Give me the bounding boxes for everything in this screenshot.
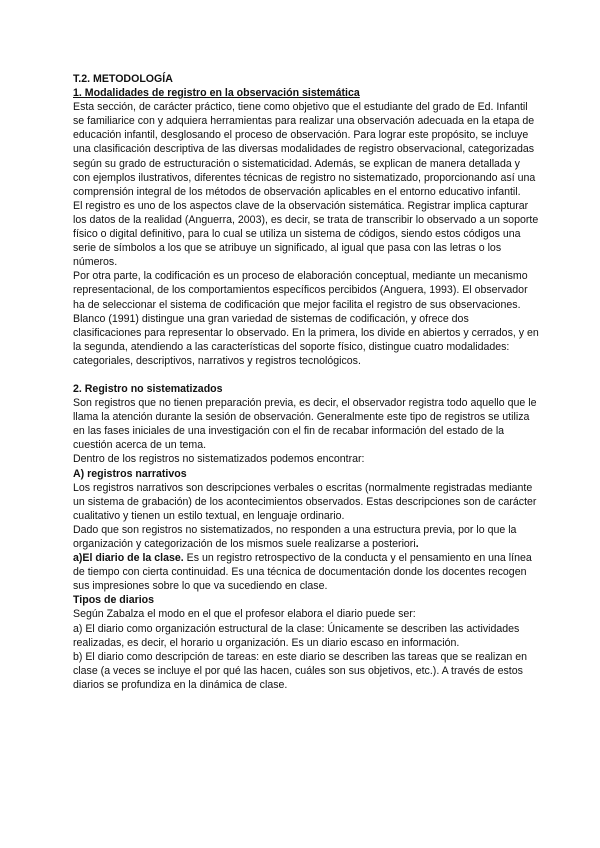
- section-2-paragraph-2: Dentro de los registros no sistematizados podemos encontrar:: [73, 453, 365, 466]
- subsection-a-heading: A) registros narrativos: [73, 467, 187, 480]
- tipos-heading: Tipos de diarios: [73, 594, 155, 607]
- section-2-heading: 2. Registro no sistematizados: [73, 382, 223, 395]
- section-1-paragraph-3: Por otra parte, la codificación es un proceso de elaboración conceptual, mediante un mecanismo representacional, de los comportamientos específicos percibidos (Anguera, 1993). El observador ha de seleccionar el sistema de codificación que mejor facilita el registro de sus observaciones.: [73, 270, 528, 311]
- subsection-a-paragraph-2-end: .: [415, 538, 419, 550]
- subsection-a-paragraph-1: Los registros narrativos son descripciones verbales o escritas (normalmente registradas mediante un sistema de grabación) de los acontecimientos observados. Estas descripciones son de carácter cualitativo y tienen un estilo textual, en lenguaje ordinario.: [73, 481, 537, 522]
- section-1-paragraph-1: Esta sección, de carácter práctico, tiene como objetivo que el estudiante del grado de Ed. Infantil se familiarice con y adquiera herramientas para realizar una observación adecuada en la etapa de educación infantil, desglosando el proceso de observación. Para lograr este propósito, se incluye una clasificación descriptiva de las diversas modalidades de registro observacional, categorizadas según su grado de estructuración o sistematicidad. Además, se explican de manera detallada y con ejemplos ilustrativos, diferentes técnicas de registro no sistematizado, proporcionando así una comprensión integral de los métodos de observación aplicables en el entorno educativo infantil.: [73, 101, 536, 198]
- diario-paragraph: [73, 551, 539, 593]
- document-title: T.2. METODOLOGÍA: [73, 73, 173, 85]
- tipos-item-a: a) El diario como organización estructural de la clase: Únicamente se describen las actividades realizadas, es decir, el horario u organización. Es un diario escaso en información.: [73, 622, 520, 649]
- section-1-paragraph-4: Blanco (1991) distingue una gran variedad de sistemas de codificación, y ofrece dos clasificaciones para representar lo observado. En la primera, los divide en abiertos y cerrados, y en la segunda, atendiendo a las características del soporte físico, distingue cuatro modalidades: categoriales, descriptivos, narrativos y registros tecnológicos.: [73, 312, 539, 367]
- tipos-intro: Según Zabalza el modo en el que el profesor elabora el diario puede ser:: [73, 608, 416, 621]
- subsection-a-paragraph-2: [73, 523, 539, 551]
- document-body: [73, 72, 539, 692]
- tipos-item-b: b) El diario como descripción de tareas: en este diario se describen las tareas que se realizan en clase (a veces se incluye el por qué las hacen, cuáles son sus objetivos, etc.). A través de estos diarios se profundiza en la dinámica de clase.: [73, 650, 528, 691]
- section-1-heading: 1. Modalidades de registro en la observación sistemática: [73, 87, 360, 100]
- section-2-paragraph-1: Son registros que no tienen preparación previa, es decir, el observador registra todo aquello que le llama la atención durante la sesión de observación. Generalmente este tipo de registros se utiliza en las fases iniciales de una investigación con el fin de recabar información del estado de la cuestión acerca de un tema.: [73, 397, 537, 452]
- diario-label: a)El diario de la clase.: [73, 552, 184, 565]
- subsection-a-paragraph-2-text: Dado que son registros no sistematizados, no responden a una estructura previa, por lo que la organización y categorización de los mismos suele realizarse a posteriori: [73, 523, 517, 550]
- section-1-paragraph-2: El registro es uno de los aspectos clave de la observación sistemática. Registrar implica capturar los datos de la realidad (Anguerra, 2003), es decir, se trata de transcribir lo observado a un soporte físico o digital definitivo, para lo cual se utiliza un sistema de códigos, siendo estos códigos una serie de símbolos a los que se atribuye un significado, al igual que pasa con las letras o los números.: [73, 199, 539, 269]
- section-spacer: [73, 368, 539, 382]
- diario-text: Es un registro retrospectivo de la conducta y el pensamiento en una línea de tiempo con cierta continuidad. Es una técnica de documentación donde los docentes recogen sus impresiones sobre lo que va sucediendo en clase.: [73, 552, 532, 593]
